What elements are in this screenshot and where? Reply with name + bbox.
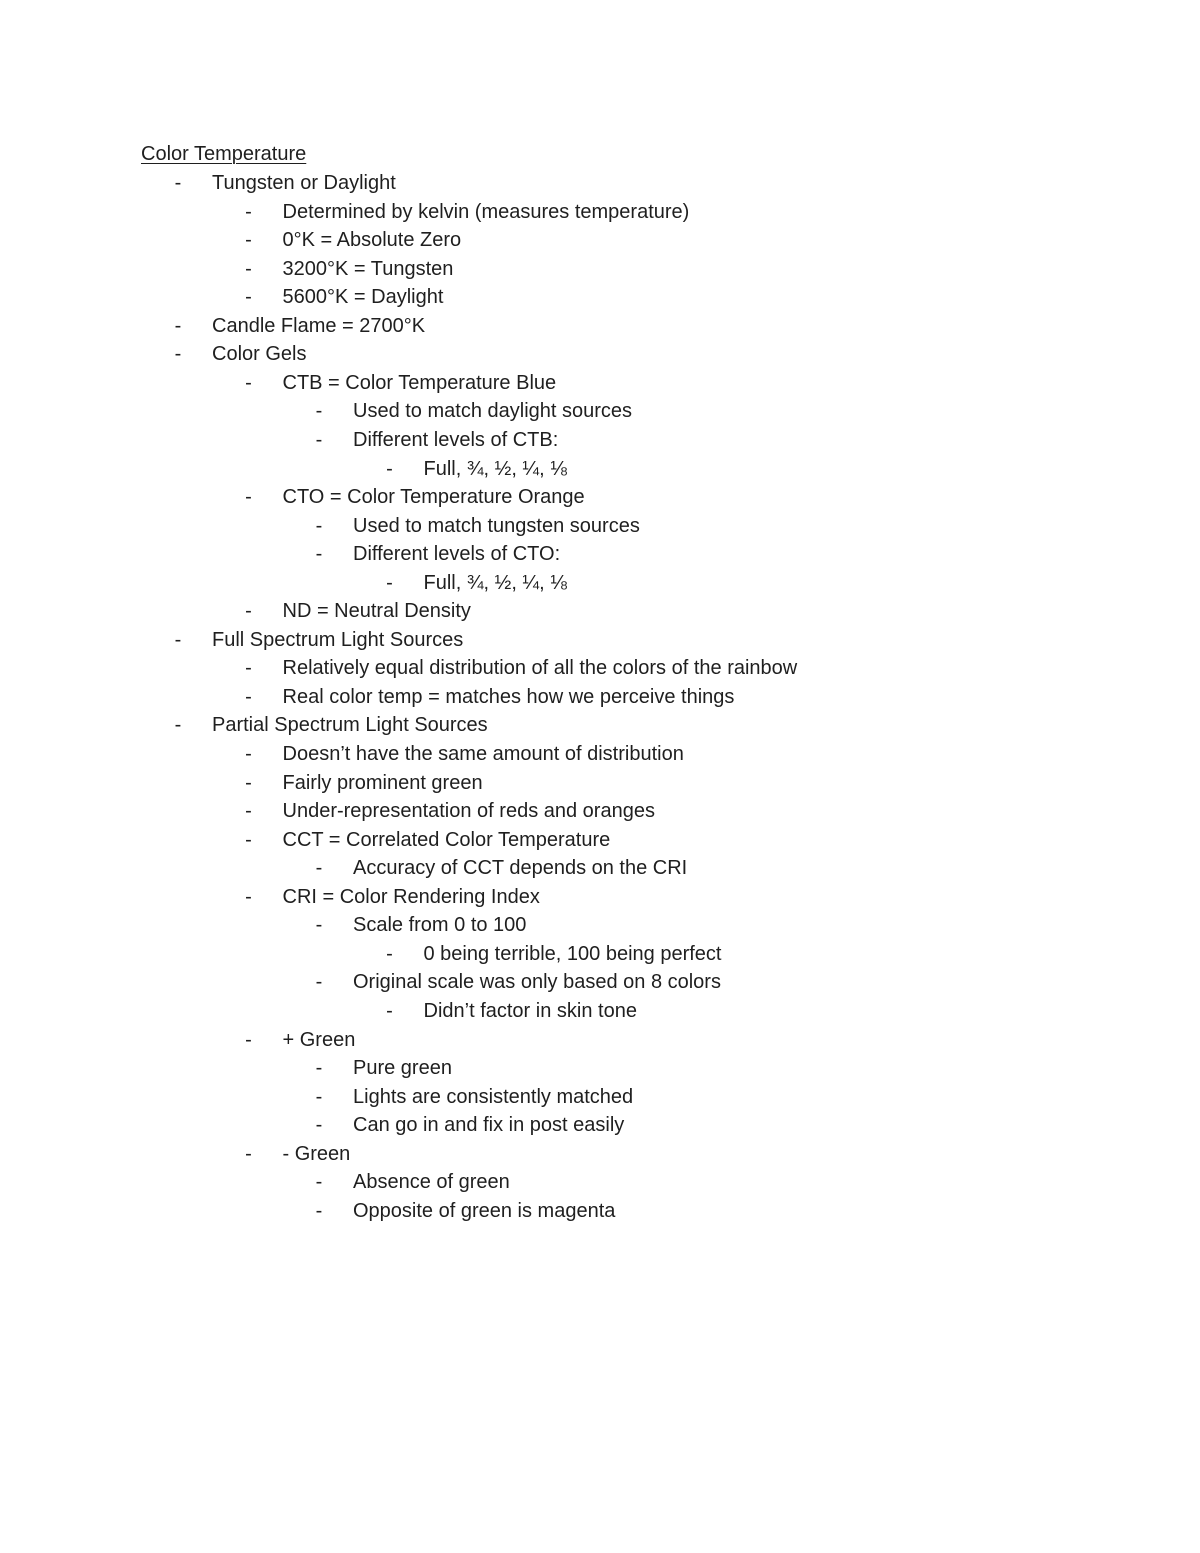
list-item-text: 0°K = Absolute Zero: [282, 229, 462, 252]
list-item-text: Doesn’t have the same amount of distribution: [282, 743, 684, 765]
list-item-text: Pure green: [353, 1057, 452, 1080]
bullet-dash: -: [245, 200, 252, 223]
list-item-text: ND = Neutral Density: [282, 600, 471, 623]
list-item-text: Opposite of green is magenta: [353, 1199, 616, 1222]
bullet-dash: -: [245, 1142, 252, 1165]
list-item-text: Real color temp = matches how we perceive things: [282, 685, 735, 708]
bullet-dash: -: [245, 371, 252, 394]
bullet-dash: -: [245, 600, 252, 623]
bullet-dash: -: [245, 229, 252, 252]
list-item-text: CRI = Color Rendering Index: [282, 885, 540, 908]
bullet-dash: -: [245, 771, 252, 794]
list-item-text: Different levels of CTB:: [353, 428, 559, 451]
list-item-text: Relatively equal distribution of all the colors of the rainbow: [282, 657, 798, 680]
list-item-text: 3200°K = Tungsten: [282, 257, 454, 280]
bullet-dash: -: [245, 257, 252, 280]
list-item-text: Used to match tungsten sources: [353, 514, 640, 537]
bullet-dash: -: [315, 514, 323, 537]
list-item-text: Full, ¾, ½, ¼, ⅛: [423, 457, 567, 480]
bullet-dash: -: [315, 428, 323, 451]
list-item-text: Candle Flame = 2700°K: [212, 314, 426, 337]
bullet-dash: -: [174, 714, 182, 737]
list-item-text: CCT = Correlated Color Temperature: [282, 828, 611, 851]
bullet-dash: -: [315, 857, 323, 880]
bullet-dash: -: [386, 999, 393, 1022]
list-item-text: CTB = Color Temperature Blue: [282, 371, 557, 394]
list-item-text: Determined by kelvin (measures temperature): [282, 200, 690, 223]
list-item-text: CTO = Color Temperature Orange: [282, 486, 585, 509]
list-item-text: 5600°K = Daylight: [282, 286, 444, 309]
bullet-dash: -: [315, 1085, 323, 1108]
bullet-dash: -: [245, 685, 252, 708]
list-item-text: Color Gels: [212, 343, 307, 366]
document-title: Color Temperature: [141, 143, 307, 165]
bullet-dash: -: [245, 800, 252, 823]
bullet-dash: -: [315, 1057, 323, 1080]
list-item-text: + Green: [282, 1028, 356, 1051]
list-item-text: Original scale was only based on 8 colors: [353, 971, 721, 994]
bullet-dash: -: [245, 828, 252, 851]
list-item-text: Under-representation of reds and oranges: [282, 800, 655, 823]
list-item-text: Didn’t factor in skin tone: [423, 999, 637, 1022]
bullet-dash: -: [315, 971, 323, 994]
bullet-dash: -: [315, 914, 323, 937]
bullet-dash: -: [174, 628, 182, 651]
bullet-dash: -: [174, 314, 182, 337]
bullet-dash: -: [245, 486, 252, 509]
list-item-text: Accuracy of CCT depends on the CRI: [353, 857, 688, 880]
list-item-text: Full Spectrum Light Sources: [212, 628, 464, 651]
bullet-dash: -: [386, 457, 393, 480]
bullet-dash: -: [174, 172, 182, 194]
bullet-dash: -: [386, 571, 393, 594]
list-item-text: Partial Spectrum Light Sources: [212, 714, 488, 737]
bullet-dash: -: [315, 1114, 323, 1137]
bullet-dash: -: [315, 1171, 323, 1194]
bullet-dash: -: [245, 885, 252, 908]
bullet-dash: -: [315, 400, 323, 423]
bullet-dash: -: [386, 942, 393, 965]
list-item-text: Full, ¾, ½, ¼, ⅛: [423, 571, 567, 594]
bullet-dash: -: [315, 1199, 323, 1222]
list-item-text: Absence of green: [353, 1171, 510, 1194]
bullet-dash: -: [245, 743, 252, 765]
bullet-dash: -: [245, 286, 252, 309]
bullet-dash: -: [245, 657, 252, 680]
bullet-dash: -: [174, 343, 182, 366]
list-item-text: Fairly prominent green: [282, 771, 483, 794]
list-item-text: Scale from 0 to 100: [353, 914, 527, 937]
list-item-text: Different levels of CTO:: [353, 543, 561, 566]
list-item-text: - Green: [282, 1142, 351, 1165]
list-item-text: 0 being terrible, 100 being perfect: [423, 942, 722, 965]
bullet-dash: -: [315, 543, 323, 566]
list-item-text: Lights are consistently matched: [353, 1085, 634, 1108]
list-item-text: Used to match daylight sources: [353, 400, 633, 423]
bullet-dash: -: [245, 1028, 252, 1051]
list-item-text: Can go in and fix in post easily: [353, 1114, 625, 1137]
list-item-text: Tungsten or Daylight: [212, 172, 396, 194]
